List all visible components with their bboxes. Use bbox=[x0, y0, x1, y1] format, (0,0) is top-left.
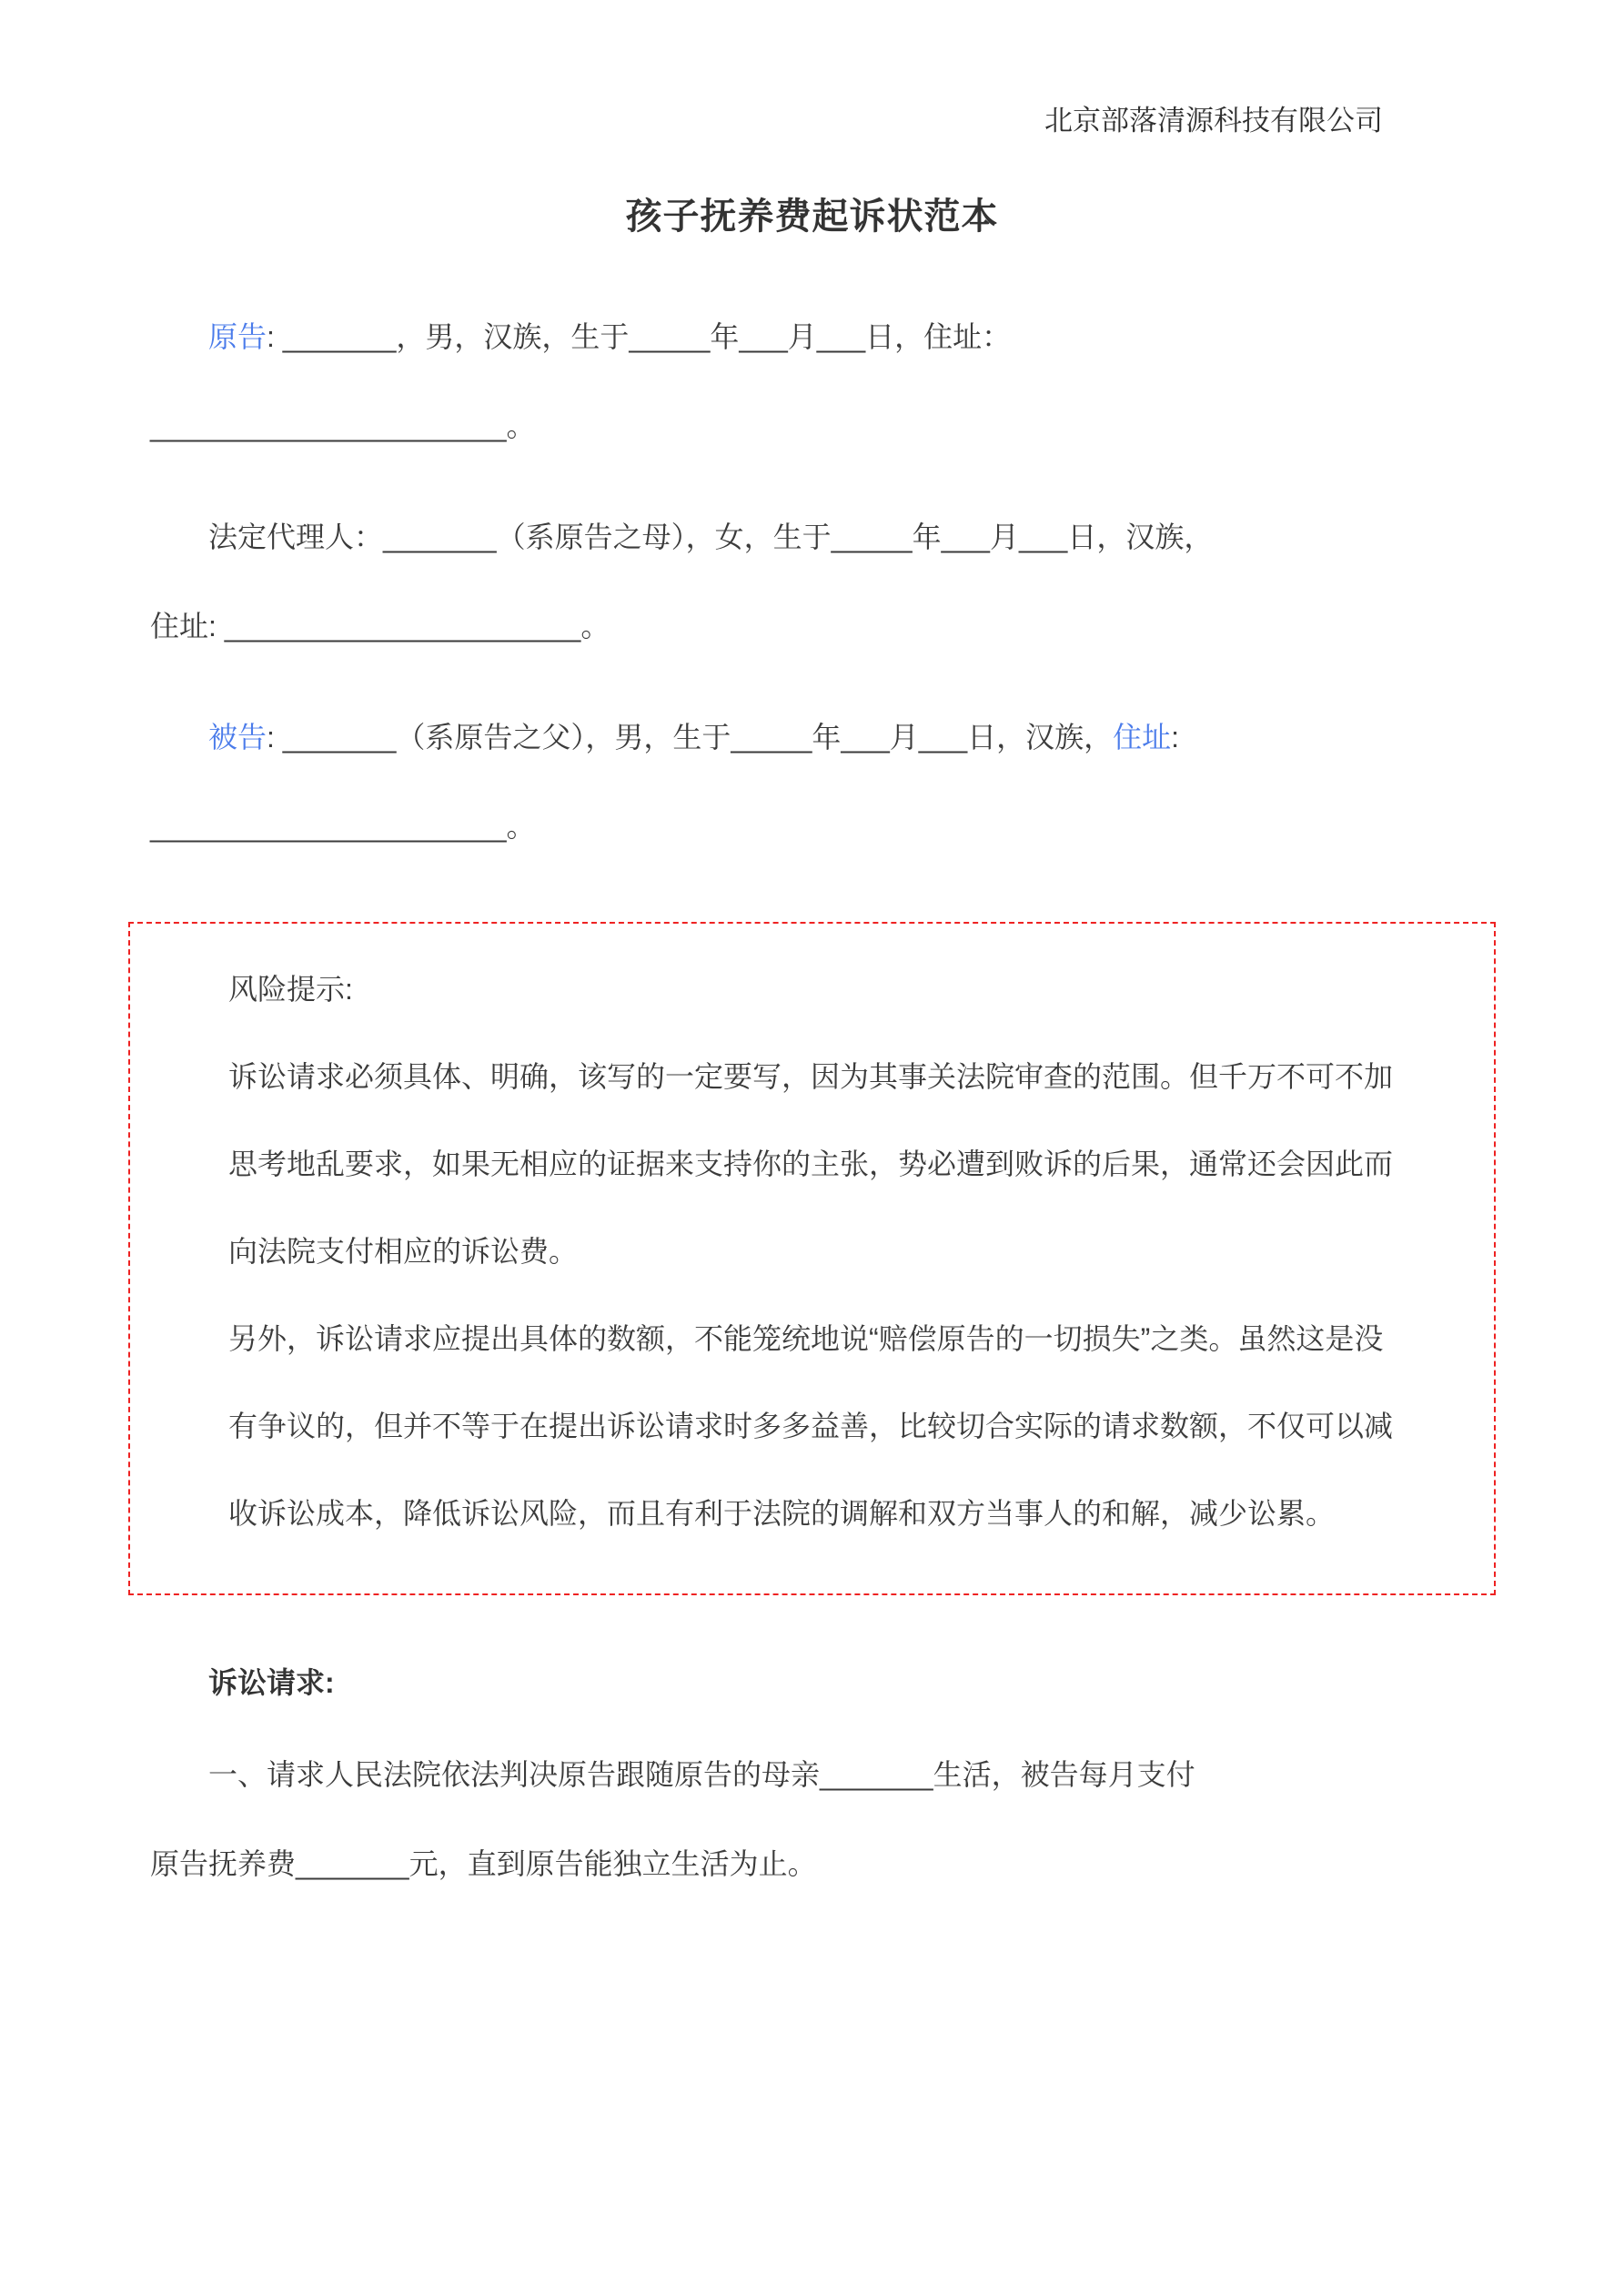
risk-notice-box bbox=[128, 922, 1496, 1595]
defendant-paragraph bbox=[150, 693, 1474, 871]
company-header: 北京部落清源科技有限公司 bbox=[1044, 105, 1383, 137]
defendant-address-label: 住址 bbox=[1113, 721, 1172, 754]
legal-rep-line1: 法定代理人：_______（系原告之母），女，生于_____年___月___日，汉族， bbox=[208, 521, 1214, 553]
claims-heading: 诉讼请求: bbox=[208, 1666, 335, 1699]
plaintiff-label: 原告 bbox=[208, 320, 267, 353]
defendant-details: : _______（系原告之父），男，生于_____年___月___日，汉族， bbox=[267, 721, 1114, 754]
plaintiff-paragraph bbox=[150, 292, 1474, 470]
risk-notice-paragraph-1: 诉讼请求必须具体、明确，该写的一定要写，因为其事关法院审查的范围。但千万不可不加思考地乱要求，如果无相应的证据来支持你的主张，势必遭到败诉的后果，通常还会因此而向法院支付相应的诉讼费。 bbox=[228, 1060, 1394, 1268]
claims-item-1-line1: 一、请求人民法院依法判决原告跟随原告的母亲_______生活，被告每月支付 bbox=[208, 1758, 1195, 1791]
page-title: 孩子抚养费起诉状范本 bbox=[625, 197, 999, 237]
defendant-line1 bbox=[150, 693, 1474, 782]
claims-item-1 bbox=[150, 1730, 1474, 1908]
parties-section bbox=[150, 292, 1474, 871]
document-page bbox=[150, 102, 1474, 1908]
legal-rep-paragraph bbox=[150, 492, 1474, 671]
plaintiff-details: : _______，男，汉族，生于_____年___月___日，住址： bbox=[267, 320, 1012, 353]
defendant-address-blank: ______________________。 bbox=[150, 810, 536, 843]
risk-notice-paragraph-2: 另外，诉讼请求应提出具体的数额，不能笼统地说“赔偿原告的一切损失”之类。虽然这是没有争议的，但并不等于在提出诉讼请求时多多益善，比较切合实际的请求数额，不仅可以减收诉讼成本，降低诉讼风险，而且有利于法院的调解和双方当事人的和解，减少讼累。 bbox=[228, 1322, 1394, 1530]
legal-rep-address-line: 住址: ______________________。 bbox=[150, 610, 610, 642]
defendant-address-colon: : bbox=[1171, 721, 1180, 754]
plaintiff-line1 bbox=[150, 292, 1474, 381]
defendant-label: 被告 bbox=[208, 721, 267, 754]
claims-item-1-line2: 原告抚养费_______元，直到原告能独立生活为止。 bbox=[150, 1847, 817, 1880]
risk-notice-heading: 风险提示: bbox=[228, 973, 353, 1006]
plaintiff-address-blank: ______________________。 bbox=[150, 410, 536, 442]
